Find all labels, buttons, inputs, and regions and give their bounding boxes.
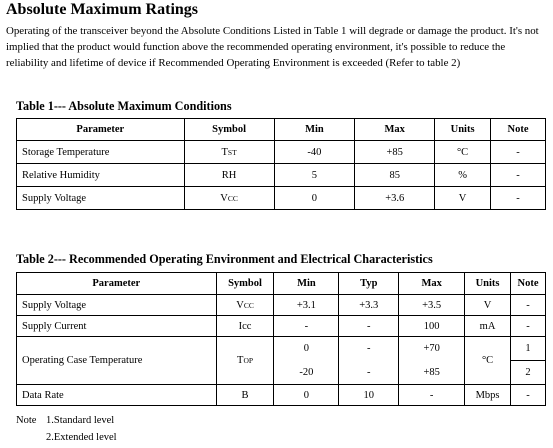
symbol-main: V xyxy=(236,299,244,311)
units-cell: mA xyxy=(465,316,511,337)
symbol-cell xyxy=(184,187,274,210)
table1-header: Symbol xyxy=(184,119,274,141)
note-item: 2.Extended level xyxy=(46,432,117,443)
symbol-cell xyxy=(216,385,274,406)
parameter-cell: Data Rate xyxy=(17,385,217,406)
table1-header: Parameter xyxy=(17,119,185,141)
intro-paragraph: Operating of the transceiver beyond the Absolute Conditions Listed in Table 1 will degrade or damage the product. It's not implied that the product would function above the recommended operating environment, it's possible to reduce the reliability and lifetime of device if Recommended Operating Environment is exceeded (Refer to table 2) xyxy=(6,25,539,69)
table1-header-row xyxy=(17,119,546,141)
table2-header: Typ xyxy=(339,273,399,295)
min-cell: 5 xyxy=(274,164,355,187)
absolute-maximum-table xyxy=(16,118,546,210)
note-line xyxy=(16,412,117,429)
table1-header: Min xyxy=(274,119,355,141)
units-cell: V xyxy=(435,187,491,210)
note-value: 2 xyxy=(511,361,545,385)
min-cell: 0 xyxy=(274,187,355,210)
notes-block xyxy=(16,412,117,446)
table1-caption: Table 1--- Absolute Maximum Conditions xyxy=(16,99,232,113)
typ-value: - xyxy=(367,343,371,355)
symbol-subscript: OP xyxy=(243,356,254,365)
table1-header: Note xyxy=(491,119,546,141)
max-cell: 85 xyxy=(355,164,435,187)
min-cell: -40 xyxy=(274,141,355,164)
table-row xyxy=(17,316,546,337)
max-cell: - xyxy=(399,385,465,406)
table-row-operating-temp xyxy=(17,337,546,385)
min-cell xyxy=(274,337,339,385)
units-cell: % xyxy=(435,164,491,187)
symbol-subscript: CC xyxy=(243,300,254,310)
max-cell: +3.5 xyxy=(399,295,465,316)
max-value: +85 xyxy=(423,366,440,378)
units-cell: Mbps xyxy=(465,385,511,406)
table-row xyxy=(17,187,546,210)
table2-header: Note xyxy=(511,273,546,295)
note-cell: - xyxy=(511,295,546,316)
max-cell: 100 xyxy=(399,316,465,337)
min-value: -20 xyxy=(299,366,314,378)
min-value: 0 xyxy=(303,343,310,355)
note-cell: - xyxy=(511,385,546,406)
note-cell: - xyxy=(491,187,546,210)
typ-cell xyxy=(339,337,399,385)
table2-header-row xyxy=(17,273,546,295)
table-row xyxy=(17,164,546,187)
symbol-cell xyxy=(216,295,274,316)
note-item: 1.Standard level xyxy=(46,415,115,426)
max-value: +70 xyxy=(423,343,440,355)
parameter-cell: Operating Case Temperature xyxy=(17,337,217,385)
table2-header: Max xyxy=(399,273,465,295)
table2-caption: Table 2--- Recommended Operating Environment and Electrical Characteristics xyxy=(16,252,433,266)
note-cell: - xyxy=(491,164,546,187)
symbol-cell xyxy=(216,337,274,385)
table2-header: Min xyxy=(274,273,339,295)
typ-value: - xyxy=(367,366,371,378)
note-label: Note xyxy=(16,415,37,426)
symbol-main: RH xyxy=(221,169,237,181)
operating-environment-table xyxy=(16,272,546,406)
symbol-subscript: CC xyxy=(227,193,238,203)
units-cell: °C xyxy=(465,337,511,385)
symbol-main: B xyxy=(241,389,249,401)
units-cell: V xyxy=(465,295,511,316)
note-cell: - xyxy=(511,316,546,337)
max-cell: +85 xyxy=(355,141,435,164)
symbol-cell xyxy=(184,141,274,164)
table-row xyxy=(17,295,546,316)
parameter-cell: Supply Current xyxy=(17,316,217,337)
note-cell xyxy=(511,337,546,385)
table-row xyxy=(17,385,546,406)
max-cell: +3.6 xyxy=(355,187,435,210)
symbol-cell xyxy=(184,164,274,187)
symbol-main: Icc xyxy=(238,320,252,332)
typ-cell: +3.3 xyxy=(339,295,399,316)
parameter-cell: Supply Voltage xyxy=(17,295,217,316)
note-value: 1 xyxy=(525,343,531,354)
max-cell xyxy=(399,337,465,385)
table-row xyxy=(17,141,546,164)
table2-header: Symbol xyxy=(216,273,274,295)
parameter-cell: Storage Temperature xyxy=(17,141,185,164)
units-cell: °C xyxy=(435,141,491,164)
parameter-cell: Relative Humidity xyxy=(17,164,185,187)
symbol-main: T xyxy=(237,355,244,366)
table1-header: Max xyxy=(355,119,435,141)
note-cell: - xyxy=(491,141,546,164)
typ-cell: 10 xyxy=(339,385,399,406)
symbol-main: T xyxy=(221,146,228,158)
symbol-subscript: ST xyxy=(227,147,237,157)
symbol-main: V xyxy=(220,192,228,204)
table2-header: Units xyxy=(465,273,511,295)
typ-cell: - xyxy=(339,316,399,337)
symbol-cell xyxy=(216,316,274,337)
table1-header: Units xyxy=(435,119,491,141)
min-cell: 0 xyxy=(274,385,339,406)
parameter-cell: Supply Voltage xyxy=(17,187,185,210)
min-cell: +3.1 xyxy=(274,295,339,316)
note-line xyxy=(16,429,117,446)
min-cell: - xyxy=(274,316,339,337)
section-title: Absolute Maximum Ratings xyxy=(6,1,199,18)
table2-header: Parameter xyxy=(17,273,217,295)
